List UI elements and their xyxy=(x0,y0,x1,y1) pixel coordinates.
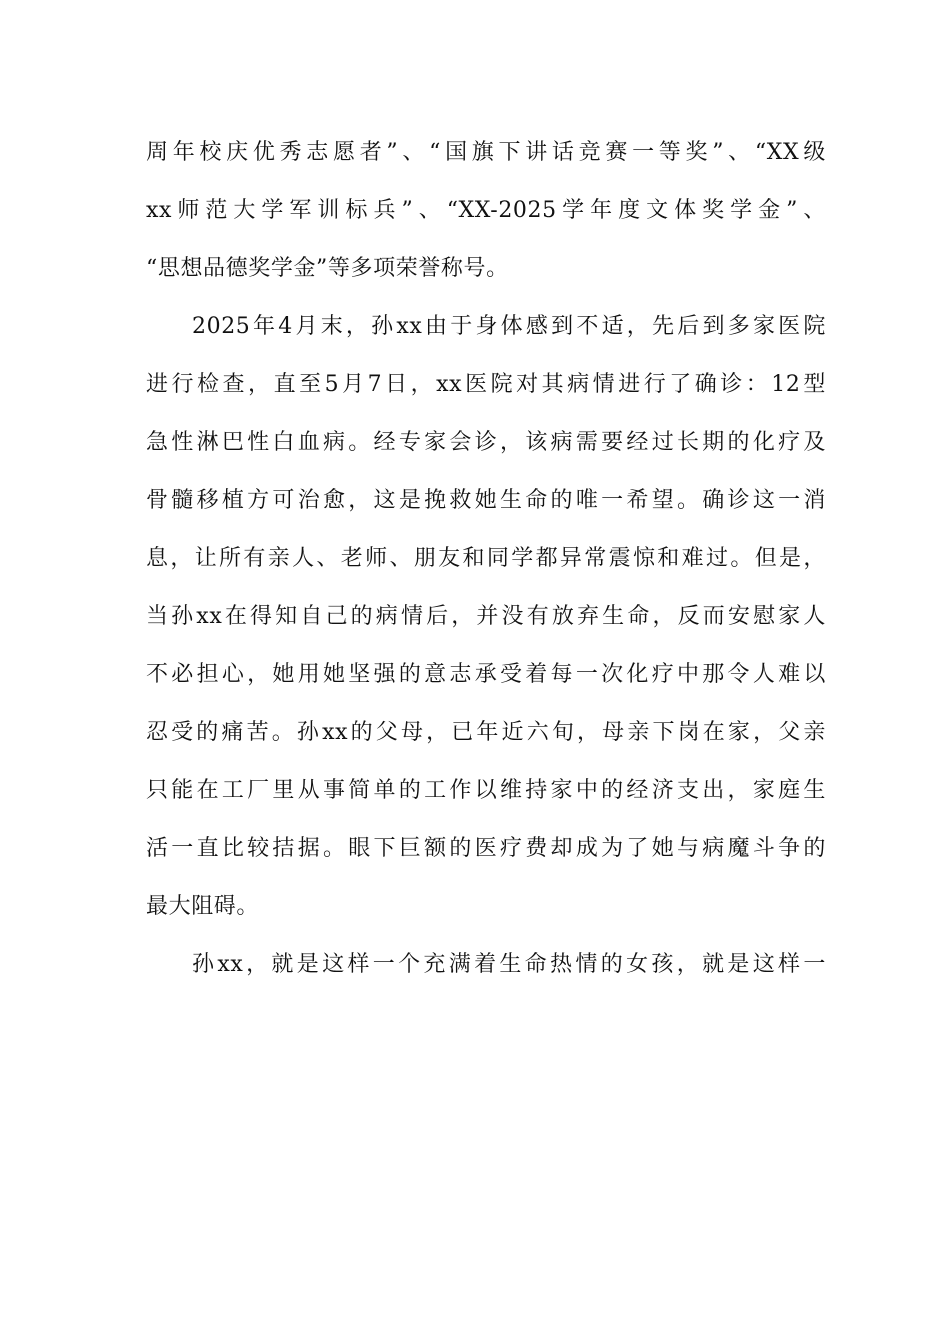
text-line-2: xx师范大学军训标兵”、“XX-2025学年度文体奖学金”、 xyxy=(146,198,826,223)
text-line-7: 骨髓移植方可治愈，这是挽救她生命的唯一希望。确诊这一消 xyxy=(146,488,826,513)
text-line-10: 不必担心，她用她坚强的意志承受着每一次化疗中那令人难以 xyxy=(146,662,826,687)
text-line-15: 孙xx，就是这样一个充满着生命热情的女孩，就是这样一 xyxy=(192,952,826,977)
text-line-5: 进行检查，直至5月7日，xx医院对其病情进行了确诊：12型 xyxy=(146,372,826,397)
text-line-12: 只能在工厂里从事简单的工作以维持家中的经济支出，家庭生 xyxy=(146,778,826,803)
text-line-4: 2025年4月末，孙xx由于身体感到不适，先后到多家医院 xyxy=(192,314,826,339)
text-line-1: 周年校庆优秀志愿者”、“国旗下讲话竞赛一等奖”、“XX级 xyxy=(146,140,826,165)
text-line-9: 当孙xx在得知自己的病情后，并没有放弃生命，反而安慰家人 xyxy=(146,604,826,629)
body-text xyxy=(146,128,826,998)
text-line-14: 最大阻碍。 xyxy=(146,894,260,919)
text-line-3: “思想品德奖学金”等多项荣誉称号。 xyxy=(146,256,509,281)
text-line-13: 活一直比较拮据。眼下巨额的医疗费却成为了她与病魔斗争的 xyxy=(146,836,826,861)
text-line-11: 忍受的痛苦。孙xx的父母，已年近六旬，母亲下岗在家，父亲 xyxy=(146,720,826,745)
text-line-8: 息，让所有亲人、老师、朋友和同学都异常震惊和难过。但是， xyxy=(146,546,826,571)
text-line-6: 急性淋巴性白血病。经专家会诊，该病需要经过长期的化疗及 xyxy=(146,430,826,455)
